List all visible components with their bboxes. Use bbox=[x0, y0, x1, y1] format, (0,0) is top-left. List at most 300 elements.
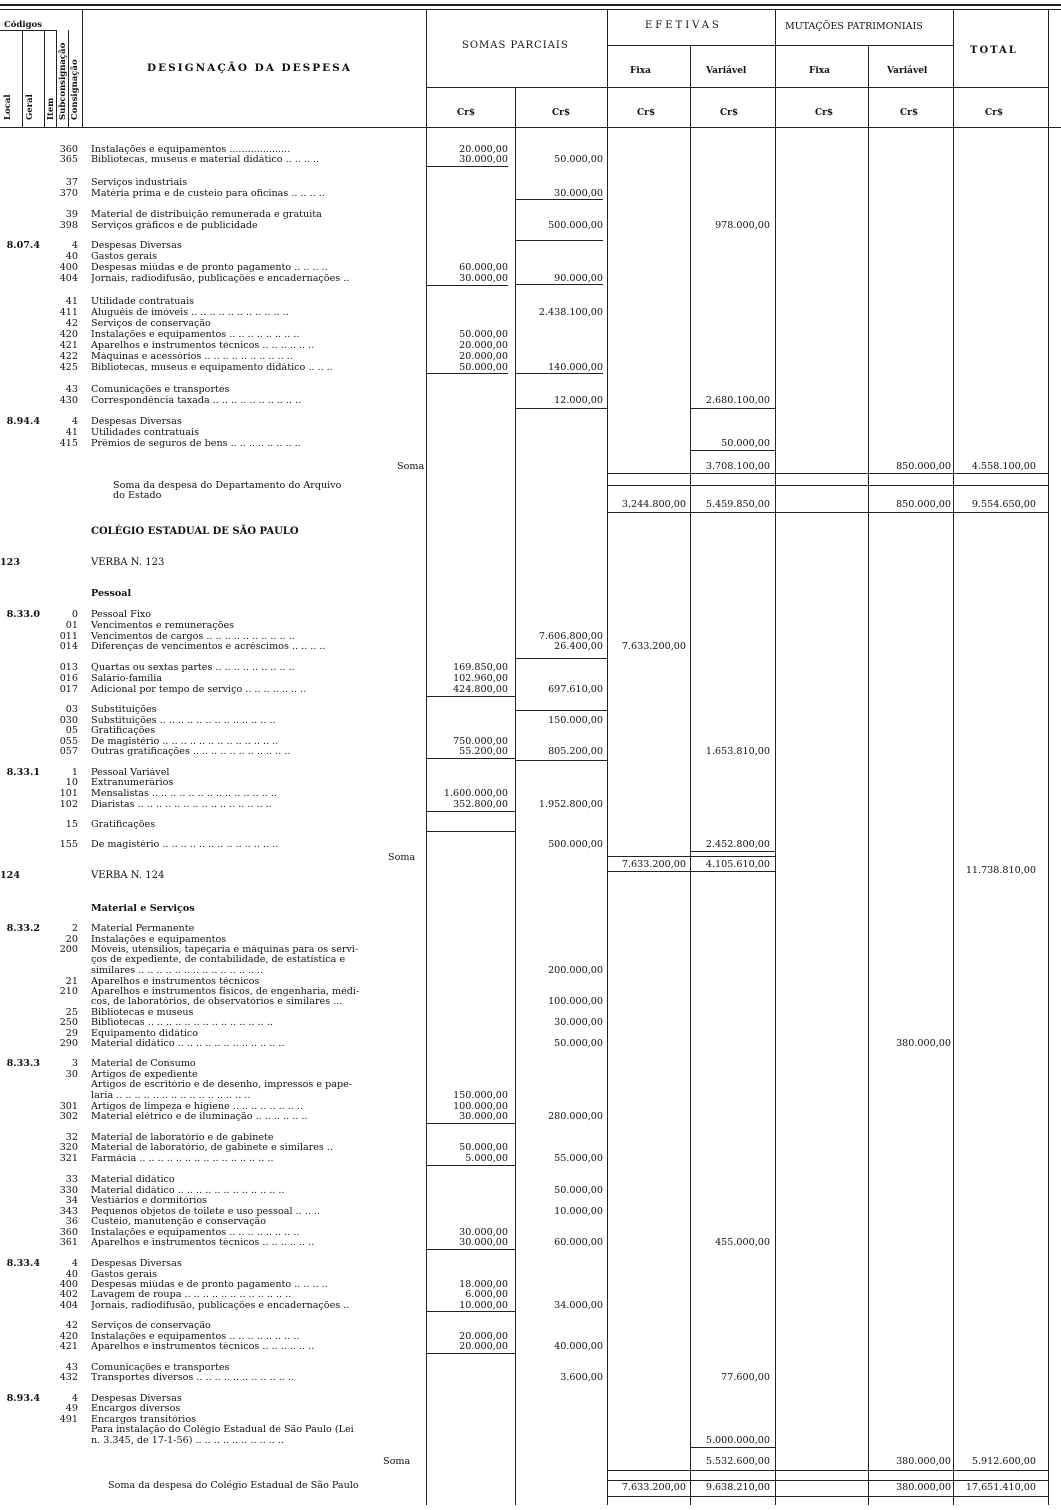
row-subcode: 2 bbox=[71, 923, 78, 934]
row-designation: Quartas ou sextas partes .. .. .. .. .. .. .. .. .. bbox=[91, 663, 295, 673]
row-rule bbox=[426, 758, 515, 759]
row-partial-2: 34.000,00 bbox=[554, 1300, 603, 1311]
row-partial-2: 805.200,00 bbox=[548, 746, 603, 757]
row-designation: Custeio, manutenção e conservação bbox=[91, 1217, 266, 1227]
row-designation: Artigos de limpeza e higiene .. .. .. .. .. .. .. .. bbox=[91, 1102, 303, 1112]
row-partial-2: 60.000,00 bbox=[554, 1237, 603, 1248]
row-partial-1: 30.000,00 bbox=[459, 154, 508, 165]
row-subcode: 411 bbox=[59, 307, 78, 318]
row-partial-2: 12.000,00 bbox=[554, 395, 603, 406]
row-subcode: 05 bbox=[65, 725, 78, 736]
row-partial-1: 55.200,00 bbox=[459, 746, 508, 757]
row-partial-1: 424.800,00 bbox=[453, 684, 508, 695]
row-subcode: 4 bbox=[71, 240, 78, 251]
row-designation: Comunicações e transportes bbox=[91, 1363, 230, 1373]
row-designation: Lavagem de roupa .. .. .. .. .. .. .. .. .. .. .. .. bbox=[91, 1290, 292, 1300]
row-designation: Aparelhos e instrumentos técnicos .. .. .. .. .. .. bbox=[91, 341, 315, 351]
row-rule bbox=[0, 9, 1061, 10]
row-designation: Jornais, radiodifusão, publicações e encadernações .. bbox=[91, 1301, 350, 1311]
cr-mut-fixa: Cr$ bbox=[815, 108, 834, 118]
column-rule bbox=[775, 9, 776, 1505]
column-rule bbox=[44, 30, 45, 127]
colegio-title: COLÉGIO ESTADUAL DE SÃO PAULO bbox=[91, 526, 299, 537]
row-partial-2: 697.610,00 bbox=[548, 684, 603, 695]
row-partial-1: 20.000,00 bbox=[459, 351, 508, 362]
column-rule bbox=[1048, 9, 1049, 1505]
row-partial-2: 90.000,00 bbox=[554, 273, 603, 284]
row-designation: Instalações e equipamentos .................... bbox=[91, 145, 291, 155]
row-designation: Farmácia .. .. .. .. .. .. .. .. .. .. .. .. .. .. .. bbox=[91, 1154, 274, 1164]
column-rule bbox=[82, 9, 83, 127]
row-designation: Aparelhos e instrumentos técnicos .. .. .. .. .. .. bbox=[91, 1238, 315, 1248]
row-designation: Gratificações bbox=[91, 726, 156, 736]
row-subcode: 016 bbox=[59, 673, 78, 684]
column-rule bbox=[868, 45, 869, 1505]
row-subcode: 420 bbox=[59, 1331, 78, 1342]
soma1-mut-variavel: 850.000,00 bbox=[896, 461, 951, 472]
row-rule bbox=[426, 1353, 515, 1354]
row-subcode: 013 bbox=[59, 662, 78, 673]
row-partial-1: 30.000,00 bbox=[459, 1111, 508, 1122]
row-rule bbox=[0, 4, 1061, 6]
cr-mut-variavel: Cr$ bbox=[900, 108, 919, 118]
dept-total-fixa: 3.244.800,00 bbox=[621, 499, 686, 510]
soma3-mut-variavel: 380.000,00 bbox=[896, 1456, 951, 1467]
row-subcode: 33 bbox=[65, 1174, 78, 1185]
row-designation: Substituições bbox=[91, 705, 157, 715]
row-partial-1: 30.000,00 bbox=[459, 1237, 508, 1248]
row-subcode: 30 bbox=[65, 1069, 78, 1080]
colegio-total-fixa: 7.633.200,00 bbox=[621, 1482, 686, 1493]
row-designation: Despesas miúdas e de pronto pagamento .. .. .. .. bbox=[91, 263, 328, 273]
row-designation: Gratificações bbox=[91, 820, 156, 830]
row-designation: Material de distribuição remunerada e gratuita bbox=[91, 210, 322, 220]
row-partial-2: 50.000,00 bbox=[554, 1185, 603, 1196]
soma3-variavel: 5.532.600,00 bbox=[705, 1456, 770, 1467]
row-designation: Instalações e equipamentos bbox=[91, 935, 227, 945]
row-rule bbox=[0, 30, 57, 31]
row-subcode: 422 bbox=[59, 351, 78, 362]
row-rule bbox=[0, 127, 1061, 128]
row-efetiva-variavel: 455.000,00 bbox=[715, 1237, 770, 1248]
row-subcode: 404 bbox=[59, 273, 78, 284]
row-designation: Substituições .. .. .. .. .. .. .. .. .. .. .. .. .. bbox=[91, 716, 276, 726]
dept-total-total: 9.554.650,00 bbox=[971, 499, 1036, 510]
row-subcode: 491 bbox=[59, 1414, 78, 1425]
row-subcode: 34 bbox=[65, 1195, 78, 1206]
colegio-total-variavel: 9.638.210,00 bbox=[705, 1482, 770, 1493]
row-designation: Instalações e equipamentos .. .. .. .. .. .. .. .. bbox=[91, 330, 300, 340]
row-partial-2: 40.000,00 bbox=[554, 1341, 603, 1352]
row-partial-2: 50.000,00 bbox=[554, 1038, 603, 1049]
header-consignacao: Consignação bbox=[70, 59, 80, 120]
row-subcode: 37 bbox=[65, 177, 78, 188]
row-subcode: 200 bbox=[59, 944, 78, 955]
row-partial-1: 50.000,00 bbox=[459, 329, 508, 340]
row-partial-1: 750.000,00 bbox=[453, 736, 508, 747]
row-efetiva-variavel: 5.000.000,00 bbox=[705, 1435, 770, 1446]
row-designation: Jornais, radiodifusão, publicações e encadernações .. bbox=[91, 274, 350, 284]
row-subcode: 320 bbox=[59, 1142, 78, 1153]
row-mutacao-variavel: 380.000,00 bbox=[896, 1038, 951, 1049]
row-subcode: 41 bbox=[65, 296, 78, 307]
row-designation: Aparelhos e instrumentos técnicos bbox=[91, 977, 260, 987]
soma1-variavel: 3.708.100,00 bbox=[705, 461, 770, 472]
row-designation: Despesas Diversas bbox=[91, 1259, 182, 1269]
row-partial-2: 30.000,00 bbox=[554, 1017, 603, 1028]
row-subcode: 4 bbox=[71, 416, 78, 427]
header-subconsignacao: Subconsignação bbox=[58, 42, 68, 120]
row-designation: n. 3.345, de 17-1-56) .. .. .. .. .. .. .. .. .. .. bbox=[91, 1436, 284, 1446]
row-efetiva-fixa: 7.633.200,00 bbox=[621, 641, 686, 652]
row-subcode: 402 bbox=[59, 1289, 78, 1300]
soma-label: Soma bbox=[383, 1456, 411, 1467]
verba-124-code: 124 bbox=[0, 870, 21, 881]
row-subcode: 011 bbox=[59, 631, 78, 642]
row-partial-2: 7.606.800,00 bbox=[538, 631, 603, 642]
row-designation: Utilidade contratuais bbox=[91, 297, 195, 307]
soma1-total: 4.558.100,00 bbox=[971, 461, 1036, 472]
dept-total-mut-variavel: 850.000,00 bbox=[896, 499, 951, 510]
row-subcode: 290 bbox=[59, 1038, 78, 1049]
row-rule bbox=[426, 811, 515, 812]
cr-parcial-1: Cr$ bbox=[457, 108, 476, 118]
row-subcode: 40 bbox=[65, 1269, 78, 1280]
row-rule bbox=[426, 285, 508, 286]
row-designation: Extranumerários bbox=[91, 778, 174, 788]
row-subcode: 400 bbox=[59, 1279, 78, 1290]
row-rule bbox=[515, 408, 607, 409]
row-subcode: 10 bbox=[65, 777, 78, 788]
column-rule bbox=[690, 45, 691, 1505]
row-designation: Serviços gráficos e de publicidade bbox=[91, 221, 258, 231]
row-designation: Mensalistas .. .. .. .. .. .. .. .. .. .. .. .. .. .. bbox=[91, 789, 277, 799]
row-rule bbox=[426, 696, 515, 697]
row-subcode: 41 bbox=[65, 427, 78, 438]
row-partial-2: 500.000,00 bbox=[548, 839, 603, 850]
row-subcode: 43 bbox=[65, 1362, 78, 1373]
row-designation: Vencimentos e remunerações bbox=[91, 621, 235, 631]
row-subcode: 20 bbox=[65, 934, 78, 945]
row-rule bbox=[607, 1480, 1048, 1481]
row-code: 8.33.0 bbox=[6, 609, 40, 620]
row-designation: Material didático .. .. .. .. .. .. .. .. .. .. .. .. bbox=[91, 1039, 285, 1049]
row-subcode: 3 bbox=[71, 1058, 78, 1069]
row-subcode: 030 bbox=[59, 715, 78, 726]
row-code: 8.07.4 bbox=[6, 240, 40, 251]
row-designation: Material didático bbox=[91, 1175, 175, 1185]
colegio-total-label: Soma da despesa do Colégio Estadual de São Paulo bbox=[108, 1480, 359, 1491]
row-designation: Material Permanente bbox=[91, 924, 195, 934]
verba-123-label: VERBA N. 123 bbox=[91, 557, 165, 568]
row-efetiva-variavel: 77.600,00 bbox=[721, 1372, 770, 1383]
row-partial-1: 20.000,00 bbox=[459, 1331, 508, 1342]
soma2-variavel: 4.105.610,00 bbox=[705, 859, 770, 870]
row-designation: Artigos de expediente bbox=[91, 1070, 198, 1080]
dept-total-variavel: 5.459.850,00 bbox=[705, 499, 770, 510]
row-rule bbox=[690, 1447, 775, 1448]
row-efetiva-variavel: 1.653.810,00 bbox=[705, 746, 770, 757]
row-subcode: 330 bbox=[59, 1185, 78, 1196]
row-subcode: 15 bbox=[65, 819, 78, 830]
row-designation: Despesas Diversas bbox=[91, 241, 182, 251]
row-partial-1: 20.000,00 bbox=[459, 340, 508, 351]
row-rule bbox=[426, 373, 508, 374]
row-rule bbox=[515, 240, 603, 241]
dept-total-label-1: Soma da despesa do Departamento do Arquivo bbox=[113, 480, 342, 491]
column-rule bbox=[22, 30, 23, 127]
row-partial-1: 20.000,00 bbox=[459, 144, 508, 155]
row-subcode: 01 bbox=[65, 620, 78, 631]
row-designation: Matéria prima e de custeio para oficinas .. .. .. .. bbox=[91, 189, 325, 199]
row-designation: Transportes diversos .. .. .. .. .. .. .. .. .. .. .. bbox=[91, 1373, 294, 1383]
row-designation: Serviços industriais bbox=[91, 178, 188, 188]
row-designation: Instalações e equipamentos .. .. .. .. .. .. .. .. bbox=[91, 1332, 300, 1342]
row-designation: Máquinas e acessórios .. .. .. .. .. .. .. .. .. .. bbox=[91, 352, 293, 362]
row-subcode: 430 bbox=[59, 395, 78, 406]
row-designation: Despesas Diversas bbox=[91, 417, 182, 427]
row-subcode: 25 bbox=[65, 1007, 78, 1018]
row-designation: Pessoal Fixo bbox=[91, 610, 152, 620]
row-designation: Instalações e equipamentos .. .. .. .. .. .. .. .. bbox=[91, 1228, 300, 1238]
row-designation: Aluguéis de imóveis .. .. .. .. .. .. .. .. .. .. .. bbox=[91, 308, 289, 318]
row-subcode: 43 bbox=[65, 384, 78, 395]
row-subcode: 360 bbox=[59, 144, 78, 155]
row-partial-1: 20.000,00 bbox=[459, 1341, 508, 1352]
row-partial-1: 100.000,00 bbox=[453, 1101, 508, 1112]
row-rule bbox=[515, 284, 603, 285]
row-rule bbox=[426, 1249, 515, 1250]
row-designation: Despesas miúdas e de pronto pagamento .. .. .. .. bbox=[91, 1280, 328, 1290]
soma-label: Soma bbox=[397, 461, 425, 472]
dept-total-label-2: do Estado bbox=[113, 490, 162, 501]
row-subcode: 321 bbox=[59, 1153, 78, 1164]
row-designation: Vencimentos de cargos .. .. .. .. .. .. .. .. .. .. bbox=[91, 632, 295, 642]
row-subcode: 4 bbox=[71, 1258, 78, 1269]
header-item: Item bbox=[46, 97, 56, 120]
row-partial-2: 1.952.800,00 bbox=[538, 799, 603, 810]
row-subcode: 03 bbox=[65, 704, 78, 715]
pessoal-title: Pessoal bbox=[91, 588, 132, 599]
row-designation: Diaristas .. .. .. .. .. .. .. .. .. .. .. .. .. .. .. bbox=[91, 800, 272, 810]
header-mutacoes: MUTAÇÕES PATRIMONIAIS bbox=[785, 21, 923, 32]
row-partial-2: 500.000,00 bbox=[548, 220, 603, 231]
row-partial-2: 10.000,00 bbox=[554, 1206, 603, 1217]
row-partial-2: 100.000,00 bbox=[548, 996, 603, 1007]
row-partial-1: 30.000,00 bbox=[459, 273, 508, 284]
row-designation: Material de laboratório e de gabinete bbox=[91, 1133, 274, 1143]
row-subcode: 421 bbox=[59, 1341, 78, 1352]
row-designation: Aparelhos e instrumentos técnicos .. .. .. .. .. .. bbox=[91, 1342, 315, 1352]
row-partial-1: 18.000,00 bbox=[459, 1279, 508, 1290]
row-partial-2: 200.000,00 bbox=[548, 965, 603, 976]
row-subcode: 360 bbox=[59, 1227, 78, 1238]
cr-parcial-2: Cr$ bbox=[552, 108, 571, 118]
header-variavel-mutacoes: Variável bbox=[887, 66, 928, 76]
colegio-total-total: 17.651.410,00 bbox=[965, 1482, 1036, 1493]
row-subcode: 36 bbox=[65, 1216, 78, 1227]
column-rule bbox=[953, 9, 954, 1505]
row-designation: Artigos de escritório e de desenho, impressos e pape- bbox=[91, 1080, 352, 1090]
row-partial-1: 6.000,00 bbox=[465, 1289, 508, 1300]
row-partial-2: 150.000,00 bbox=[548, 715, 603, 726]
row-partial-1: 5.000,00 bbox=[465, 1153, 508, 1164]
row-rule bbox=[607, 1470, 1048, 1471]
row-designation: Bibliotecas, museus e equipamento didático .. .. .. bbox=[91, 363, 333, 373]
header-designacao: DESIGNAÇÃO DA DESPESA bbox=[147, 62, 352, 74]
row-partial-1: 60.000,00 bbox=[459, 262, 508, 273]
row-designation: similares .. .. .. .. .. .. .. .. .. .. .. .. .. .. bbox=[91, 966, 264, 976]
cr-total: Cr$ bbox=[985, 108, 1004, 118]
header-local: Local bbox=[3, 94, 13, 120]
row-subcode: 250 bbox=[59, 1017, 78, 1028]
row-efetiva-variavel: 978.000,00 bbox=[715, 220, 770, 231]
row-rule bbox=[607, 473, 1048, 474]
row-rule bbox=[515, 760, 607, 761]
row-partial-2: 55.000,00 bbox=[554, 1153, 603, 1164]
row-designation: Outras gratificações .. .. .. .. .. .. .. .. .. .. .. bbox=[91, 747, 291, 757]
row-subcode: 014 bbox=[59, 641, 78, 652]
row-subcode: 102 bbox=[59, 799, 78, 810]
row-designation: De magistério .. .. .. .. .. .. .. .. .. .. .. .. .. bbox=[91, 840, 279, 850]
row-efetiva-variavel: 2.452.800,00 bbox=[705, 839, 770, 850]
row-subcode: 155 bbox=[59, 839, 78, 850]
row-rule bbox=[426, 1165, 515, 1166]
row-efetiva-variavel: 2.680.100,00 bbox=[705, 395, 770, 406]
row-rule bbox=[515, 710, 607, 711]
row-subcode: 39 bbox=[65, 209, 78, 220]
row-designation: Bibliotecas, museus e material didático .. .. .. .. bbox=[91, 155, 320, 165]
row-rule bbox=[607, 871, 775, 872]
row-subcode: 0 bbox=[71, 609, 78, 620]
soma-label: Soma bbox=[388, 852, 416, 863]
row-designation: cos, de laboratórios, de observatórios e similares ... bbox=[91, 997, 343, 1007]
row-partial-1: 50.000,00 bbox=[459, 362, 508, 373]
row-designation: Prêmios de seguros de bens .. .. .. .. .. .. .. .. bbox=[91, 439, 301, 449]
row-subcode: 017 bbox=[59, 684, 78, 695]
row-designation: Encargos diversos bbox=[91, 1404, 181, 1414]
row-rule bbox=[607, 512, 1048, 513]
header-somas-parciais: SOMAS PARCIAIS bbox=[462, 40, 569, 51]
row-designation: Comunicações e transportes bbox=[91, 385, 230, 395]
header-fixa-mutacoes: Fixa bbox=[809, 66, 831, 76]
row-partial-1: 10.000,00 bbox=[459, 1300, 508, 1311]
row-designation: Bibliotecas .. .. .. .. .. .. .. .. .. .. .. .. .. .. bbox=[91, 1018, 273, 1028]
row-partial-2: 3.600,00 bbox=[560, 1372, 603, 1383]
row-designation: Móveis, utensílios, tapeçaria e máquinas para os servi- bbox=[91, 945, 359, 955]
row-subcode: 42 bbox=[65, 318, 78, 329]
row-designation: De magistério .. .. .. .. .. .. .. .. .. .. .. .. .. bbox=[91, 737, 279, 747]
row-subcode: 055 bbox=[59, 736, 78, 747]
row-subcode: 421 bbox=[59, 340, 78, 351]
row-designation: Despesas Diversas bbox=[91, 1394, 182, 1404]
row-partial-1: 50.000,00 bbox=[459, 1142, 508, 1153]
row-partial-1: 352.800,00 bbox=[453, 799, 508, 810]
row-designation: Utilidades contratuais bbox=[91, 428, 200, 438]
cr-fixa: Cr$ bbox=[637, 108, 656, 118]
row-subcode: 365 bbox=[59, 154, 78, 165]
row-subcode: 425 bbox=[59, 362, 78, 373]
row-designation: Material didático .. .. .. .. .. .. .. .. .. .. .. .. bbox=[91, 1186, 285, 1196]
row-rule bbox=[607, 45, 953, 46]
row-designation: Gastos gerais bbox=[91, 252, 158, 262]
row-designation: Correspondência taxada .. .. .. .. .. .. .. .. .. .. bbox=[91, 396, 302, 406]
row-subcode: 370 bbox=[59, 188, 78, 199]
row-subcode: 29 bbox=[65, 1028, 78, 1039]
row-rule bbox=[607, 485, 1048, 486]
row-rule bbox=[426, 87, 607, 88]
row-subcode: 404 bbox=[59, 1300, 78, 1311]
row-designation: Encargos transitórios bbox=[91, 1415, 197, 1425]
header-geral: Geral bbox=[25, 94, 35, 120]
row-subcode: 40 bbox=[65, 251, 78, 262]
row-designation: Adicional por tempo de serviço .. .. .. .. .. .. .. bbox=[91, 685, 307, 695]
row-designation: Salário-família bbox=[91, 674, 163, 684]
row-designation: Para instalação do Colégio Estadual de São Paulo (Lei bbox=[91, 1425, 354, 1435]
soma2-fixa: 7.633.200,00 bbox=[621, 859, 686, 870]
row-rule bbox=[426, 1311, 515, 1312]
row-rule bbox=[515, 373, 603, 374]
row-partial-1: 30.000,00 bbox=[459, 1227, 508, 1238]
row-subcode: 432 bbox=[59, 1372, 78, 1383]
row-rule bbox=[515, 199, 603, 200]
row-code: 8.33.4 bbox=[6, 1258, 40, 1269]
column-rule bbox=[607, 9, 608, 1505]
column-rule bbox=[68, 30, 69, 127]
row-designation: Gastos gerais bbox=[91, 1270, 158, 1280]
row-rule bbox=[690, 851, 775, 852]
row-subcode: 415 bbox=[59, 438, 78, 449]
header-codigos: Códigos bbox=[4, 20, 43, 30]
row-partial-1: 169.850,00 bbox=[453, 662, 508, 673]
row-rule bbox=[607, 87, 1048, 88]
row-designation: Serviços de conservação bbox=[91, 319, 211, 329]
row-designation: Aparelhos e instrumentos físicos, de engenharia, médi- bbox=[91, 987, 360, 997]
row-partial-2: 2.438.100,00 bbox=[538, 307, 603, 318]
row-subcode: 4 bbox=[71, 1393, 78, 1404]
row-subcode: 32 bbox=[65, 1132, 78, 1143]
row-designation: Vestiários e dormitórios bbox=[91, 1196, 208, 1206]
row-rule bbox=[607, 1496, 1048, 1497]
row-subcode: 101 bbox=[59, 788, 78, 799]
material-title: Material e Serviços bbox=[91, 903, 195, 914]
soma2-total: 11.738.810,00 bbox=[965, 865, 1036, 876]
row-rule bbox=[690, 450, 775, 451]
row-efetiva-variavel: 50.000,00 bbox=[721, 438, 770, 449]
verba-124-label: VERBA N. 124 bbox=[91, 870, 165, 881]
row-subcode: 49 bbox=[65, 1403, 78, 1414]
row-designation: Material elétrico e de iluminação .. .. .. .. .. .. bbox=[91, 1112, 308, 1122]
row-designation: Equipamento didático bbox=[91, 1029, 199, 1039]
row-code: 8.33.3 bbox=[6, 1058, 40, 1069]
row-subcode: 21 bbox=[65, 976, 78, 987]
row-designation: Diferenças de vencimentos e acréscimos .. .. .. .. bbox=[91, 642, 326, 652]
row-subcode: 210 bbox=[59, 986, 78, 997]
row-designation: ços de expediente, de contabilidade, de estatística e bbox=[91, 955, 346, 965]
row-designation: Pequenos objetos de toilete e uso pessoal .. .. .. bbox=[91, 1207, 321, 1217]
row-partial-1: 102.960,00 bbox=[453, 673, 508, 684]
column-rule bbox=[56, 30, 57, 127]
verba-123-code: 123 bbox=[0, 557, 21, 568]
cr-variavel: Cr$ bbox=[720, 108, 739, 118]
row-designation: Serviços de conservação bbox=[91, 1321, 211, 1331]
row-subcode: 1 bbox=[71, 767, 78, 778]
soma3-total: 5.912.600,00 bbox=[971, 1456, 1036, 1467]
row-subcode: 398 bbox=[59, 220, 78, 231]
row-subcode: 057 bbox=[59, 746, 78, 757]
row-code: 8.93.4 bbox=[6, 1393, 40, 1404]
row-designation: Pessoal Variável bbox=[91, 768, 170, 778]
